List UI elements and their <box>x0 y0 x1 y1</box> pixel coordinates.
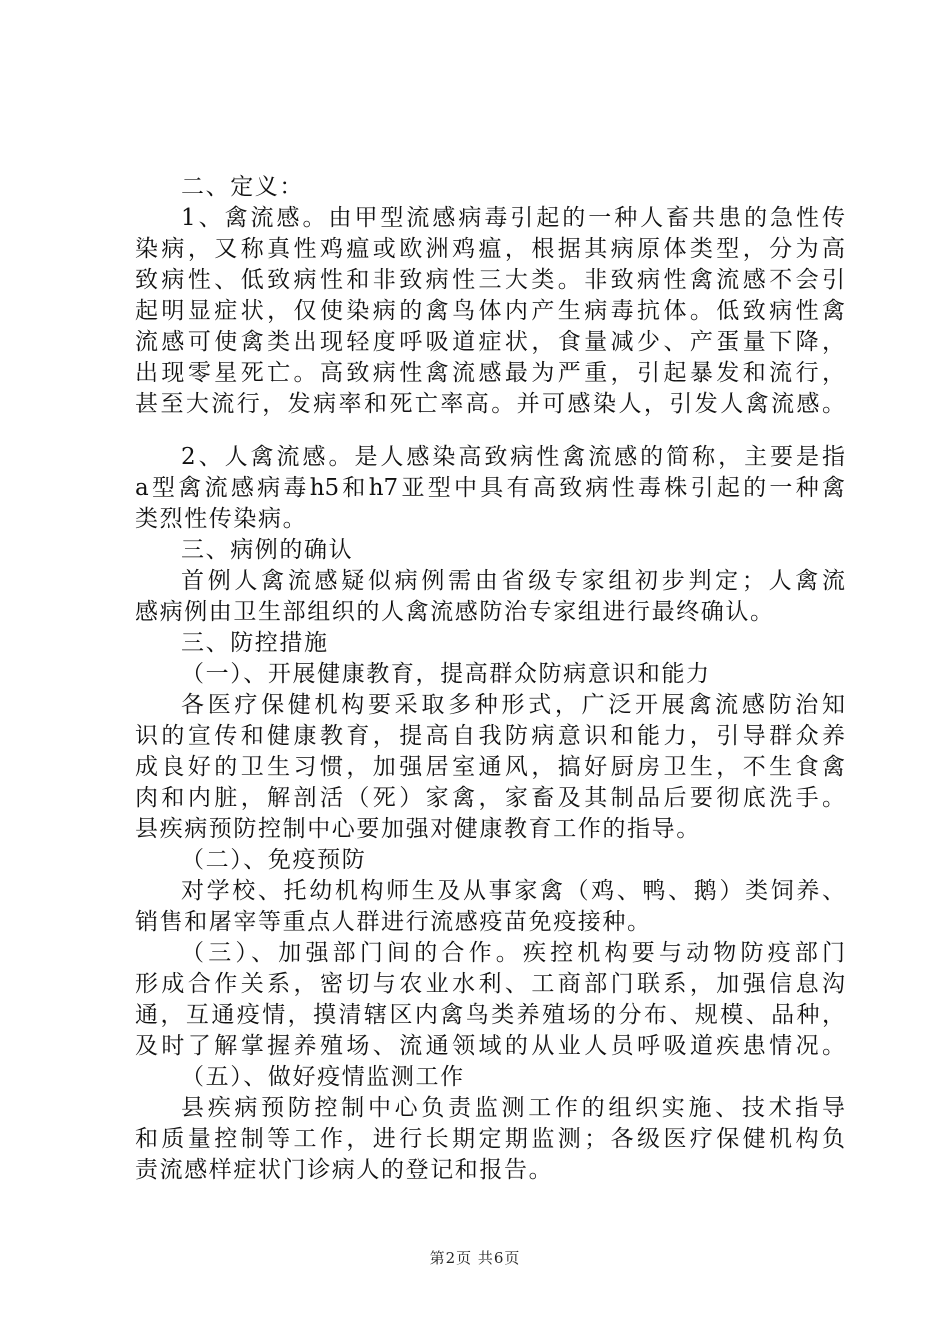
text-line: 致病性、低致病性和非致病性三大类。非致病性禽流感不会引 <box>135 267 845 293</box>
page-footer: 第2页 共6页 <box>429 1249 521 1267</box>
document-body <box>135 172 845 1186</box>
text-line: 三、病例的确认 <box>181 537 354 563</box>
text-line: 成良好的卫生习惯，加强居室通风，搞好厨房卫生，不生食禽 <box>135 754 845 780</box>
text-line: 流感可使禽类出现轻度呼吸道症状，食量减少、产蛋量下降， <box>135 329 845 355</box>
text-line: 出现零星死亡。高致病性禽流感最为严重，引起暴发和流行， <box>135 360 845 386</box>
text-line: 甚至大流行，发病率和死亡率高。并可感染人，引发人禽流感。 <box>135 391 845 417</box>
text-line: 三、防控措施 <box>181 630 329 656</box>
text-line: （一）、开展健康教育，提高群众防病意识和能力 <box>181 661 711 687</box>
text-line: 通，互通疫情，摸清辖区内禽鸟类养殖场的分布、规模、品种， <box>135 1002 845 1028</box>
text-line: 县疾病预防控制中心要加强对健康教育工作的指导。 <box>135 816 701 842</box>
text-line: 起明显症状，仅使染病的禽鸟体内产生病毒抗体。低致病性禽 <box>135 298 845 324</box>
text-line: 各医疗保健机构要采取多种形式，广泛开展禽流感防治知 <box>181 692 845 718</box>
text-line: 肉和内脏，解剖活（死）家禽，家畜及其制品后要彻底洗手。 <box>135 785 845 811</box>
text-line: （三）、加强部门间的合作。疾控机构要与动物防疫部门 <box>181 940 845 966</box>
text-line: （二）、免疫预防 <box>181 847 367 873</box>
text-line: 感病例由卫生部组织的人禽流感防治专家组进行最终确认。 <box>135 599 775 625</box>
text-line: 二、定义： <box>181 174 304 200</box>
text-line: （五）、做好疫情监测工作 <box>181 1064 465 1090</box>
text-line: a型禽流感病毒h5和h7亚型中具有高致病性毒株引起的一种禽 <box>135 475 845 501</box>
text-line: 形成合作关系，密切与农业水利、工商部门联系，加强信息沟 <box>135 971 845 997</box>
text-line: 2、人禽流感。是人感染高致病性禽流感的简称，主要是指 <box>181 444 845 470</box>
text-line: 销售和屠宰等重点人群进行流感疫苗免疫接种。 <box>135 909 652 935</box>
text-line: 和质量控制等工作，进行长期定期监测；各级医疗保健机构负 <box>135 1126 845 1152</box>
text-line: 及时了解掌握养殖场、流通领域的从业人员呼吸道疾患情况。 <box>135 1033 845 1059</box>
text-line: 识的宣传和健康教育，提高自我防病意识和能力，引导群众养 <box>135 723 845 749</box>
paragraph-gap <box>135 420 845 442</box>
text-line: 首例人禽流感疑似病例需由省级专家组初步判定；人禽流 <box>181 568 845 594</box>
text-line: 染病，又称真性鸡瘟或欧洲鸡瘟，根据其病原体类型，分为高 <box>135 236 845 262</box>
text-line: 1、禽流感。由甲型流感病毒引起的一种人畜共患的急性传 <box>181 205 845 231</box>
text-line: 类烈性传染病。 <box>135 506 308 532</box>
text-line: 责流感样症状门诊病人的登记和报告。 <box>135 1157 554 1183</box>
text-line: 县疾病预防控制中心负责监测工作的组织实施、技术指导 <box>181 1095 845 1121</box>
text-line: 对学校、托幼机构师生及从事家禽（鸡、鸭、鹅）类饲养、 <box>181 878 845 904</box>
